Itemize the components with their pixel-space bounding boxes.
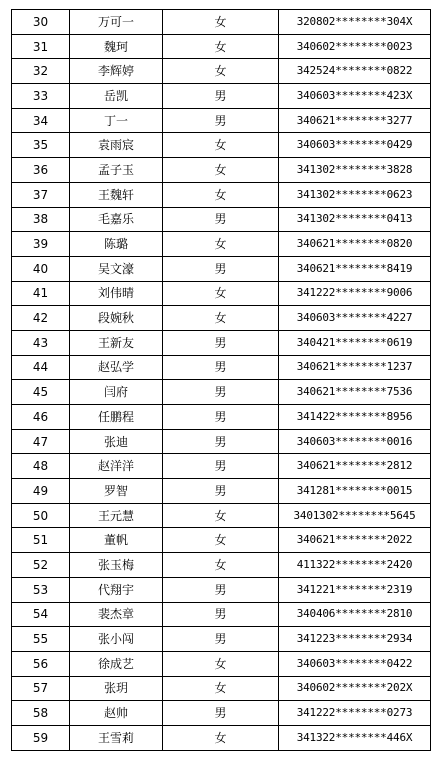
id-number-cell: 340406********2810: [279, 602, 431, 627]
table-row: [12, 577, 431, 602]
gender-cell: 女: [163, 232, 279, 257]
name-cell: 赵洋洋: [70, 454, 163, 479]
id-number-cell: 341302********0413: [279, 207, 431, 232]
gender-cell: 男: [163, 479, 279, 504]
id-number-cell: 341221********2319: [279, 577, 431, 602]
gender-cell: 女: [163, 281, 279, 306]
row-number-cell: 53: [12, 577, 70, 602]
table-row: [12, 207, 431, 232]
name-cell: 吴文濠: [70, 256, 163, 281]
gender-cell: 女: [163, 10, 279, 35]
row-number-cell: 52: [12, 553, 70, 578]
id-number-cell: 341302********0623: [279, 182, 431, 207]
table-row: [12, 256, 431, 281]
id-number-cell: 340603********0016: [279, 429, 431, 454]
row-number-cell: 49: [12, 479, 70, 504]
id-number-cell: 341422********8956: [279, 405, 431, 430]
gender-cell: 女: [163, 725, 279, 750]
table-row: [12, 108, 431, 133]
gender-cell: 女: [163, 133, 279, 158]
name-cell: 岳凯: [70, 84, 163, 109]
row-number-cell: 33: [12, 84, 70, 109]
row-number-cell: 39: [12, 232, 70, 257]
row-number-cell: 30: [12, 10, 70, 35]
id-number-cell: 340621********2812: [279, 454, 431, 479]
row-number-cell: 46: [12, 405, 70, 430]
table-row: [12, 355, 431, 380]
name-cell: 王元慧: [70, 503, 163, 528]
row-number-cell: 59: [12, 725, 70, 750]
table-row: [12, 306, 431, 331]
id-number-cell: 341222********0273: [279, 701, 431, 726]
id-number-cell: 340621********1237: [279, 355, 431, 380]
name-cell: 张玥: [70, 676, 163, 701]
id-number-cell: 340621********3277: [279, 108, 431, 133]
table-row: [12, 34, 431, 59]
gender-cell: 女: [163, 553, 279, 578]
table-row: [12, 627, 431, 652]
id-number-cell: 340602********202X: [279, 676, 431, 701]
table-row: [12, 232, 431, 257]
id-number-cell: 341222********9006: [279, 281, 431, 306]
gender-cell: 男: [163, 256, 279, 281]
name-cell: 魏珂: [70, 34, 163, 59]
name-cell: 丁一: [70, 108, 163, 133]
gender-cell: 女: [163, 503, 279, 528]
table-row: [12, 676, 431, 701]
id-number-cell: 320802********304X: [279, 10, 431, 35]
name-cell: 段婉秋: [70, 306, 163, 331]
id-number-cell: 341281********0015: [279, 479, 431, 504]
name-cell: 袁雨宸: [70, 133, 163, 158]
row-number-cell: 37: [12, 182, 70, 207]
table-row: [12, 380, 431, 405]
id-number-cell: 340621********8419: [279, 256, 431, 281]
gender-cell: 女: [163, 676, 279, 701]
table-row: [12, 330, 431, 355]
gender-cell: 男: [163, 405, 279, 430]
table-row: [12, 59, 431, 84]
gender-cell: 男: [163, 701, 279, 726]
gender-cell: 女: [163, 34, 279, 59]
name-cell: 赵弘学: [70, 355, 163, 380]
gender-cell: 男: [163, 355, 279, 380]
gender-cell: 女: [163, 306, 279, 331]
row-number-cell: 43: [12, 330, 70, 355]
gender-cell: 男: [163, 602, 279, 627]
row-number-cell: 36: [12, 158, 70, 183]
gender-cell: 女: [163, 59, 279, 84]
gender-cell: 男: [163, 577, 279, 602]
name-cell: 毛嘉乐: [70, 207, 163, 232]
id-number-cell: 341223********2934: [279, 627, 431, 652]
name-cell: 刘伟晴: [70, 281, 163, 306]
name-cell: 罗智: [70, 479, 163, 504]
id-number-cell: 340621********0820: [279, 232, 431, 257]
row-number-cell: 34: [12, 108, 70, 133]
id-number-cell: 411322********2420: [279, 553, 431, 578]
table-row: [12, 553, 431, 578]
name-cell: 王魏轩: [70, 182, 163, 207]
gender-cell: 女: [163, 528, 279, 553]
id-number-cell: 340421********0619: [279, 330, 431, 355]
row-number-cell: 45: [12, 380, 70, 405]
name-cell: 陈璐: [70, 232, 163, 257]
row-number-cell: 47: [12, 429, 70, 454]
gender-cell: 男: [163, 84, 279, 109]
id-number-cell: 340621********7536: [279, 380, 431, 405]
row-number-cell: 55: [12, 627, 70, 652]
name-cell: 张小闯: [70, 627, 163, 652]
name-cell: 王雪莉: [70, 725, 163, 750]
name-cell: 闫府: [70, 380, 163, 405]
table-row: [12, 158, 431, 183]
row-number-cell: 40: [12, 256, 70, 281]
gender-cell: 女: [163, 651, 279, 676]
table-row: [12, 182, 431, 207]
id-number-cell: 340603********0429: [279, 133, 431, 158]
gender-cell: 男: [163, 330, 279, 355]
table-row: [12, 429, 431, 454]
name-cell: 赵帅: [70, 701, 163, 726]
row-number-cell: 32: [12, 59, 70, 84]
gender-cell: 女: [163, 182, 279, 207]
id-number-cell: 3401302********5645: [279, 503, 431, 528]
gender-cell: 男: [163, 108, 279, 133]
name-cell: 徐成艺: [70, 651, 163, 676]
table-row: [12, 602, 431, 627]
table-row: [12, 479, 431, 504]
gender-cell: 男: [163, 429, 279, 454]
name-cell: 裴杰章: [70, 602, 163, 627]
id-number-cell: 342524********0822: [279, 59, 431, 84]
name-cell: 张迪: [70, 429, 163, 454]
id-number-cell: 340603********423X: [279, 84, 431, 109]
table-row: [12, 503, 431, 528]
table-row: [12, 454, 431, 479]
table-row: [12, 528, 431, 553]
gender-cell: 男: [163, 207, 279, 232]
name-cell: 孟子玉: [70, 158, 163, 183]
roster-body: [12, 10, 431, 751]
name-cell: 代翔宇: [70, 577, 163, 602]
table-row: [12, 10, 431, 35]
table-row: [12, 133, 431, 158]
table-row: [12, 651, 431, 676]
row-number-cell: 56: [12, 651, 70, 676]
gender-cell: 女: [163, 158, 279, 183]
name-cell: 董帆: [70, 528, 163, 553]
id-number-cell: 340603********4227: [279, 306, 431, 331]
gender-cell: 男: [163, 454, 279, 479]
id-number-cell: 341302********3828: [279, 158, 431, 183]
id-number-cell: 340602********0023: [279, 34, 431, 59]
row-number-cell: 38: [12, 207, 70, 232]
row-number-cell: 31: [12, 34, 70, 59]
table-row: [12, 281, 431, 306]
name-cell: 王新友: [70, 330, 163, 355]
id-number-cell: 341322********446X: [279, 725, 431, 750]
id-number-cell: 340621********2022: [279, 528, 431, 553]
row-number-cell: 35: [12, 133, 70, 158]
student-roster-table: [11, 9, 431, 751]
row-number-cell: 54: [12, 602, 70, 627]
row-number-cell: 51: [12, 528, 70, 553]
row-number-cell: 41: [12, 281, 70, 306]
gender-cell: 男: [163, 380, 279, 405]
table-row: [12, 405, 431, 430]
row-number-cell: 50: [12, 503, 70, 528]
table-row: [12, 725, 431, 750]
name-cell: 任鹏程: [70, 405, 163, 430]
table-row: [12, 701, 431, 726]
id-number-cell: 340603********0422: [279, 651, 431, 676]
name-cell: 万可一: [70, 10, 163, 35]
row-number-cell: 48: [12, 454, 70, 479]
row-number-cell: 42: [12, 306, 70, 331]
name-cell: 张玉梅: [70, 553, 163, 578]
row-number-cell: 58: [12, 701, 70, 726]
row-number-cell: 57: [12, 676, 70, 701]
table-row: [12, 84, 431, 109]
name-cell: 李辉婷: [70, 59, 163, 84]
gender-cell: 男: [163, 627, 279, 652]
row-number-cell: 44: [12, 355, 70, 380]
